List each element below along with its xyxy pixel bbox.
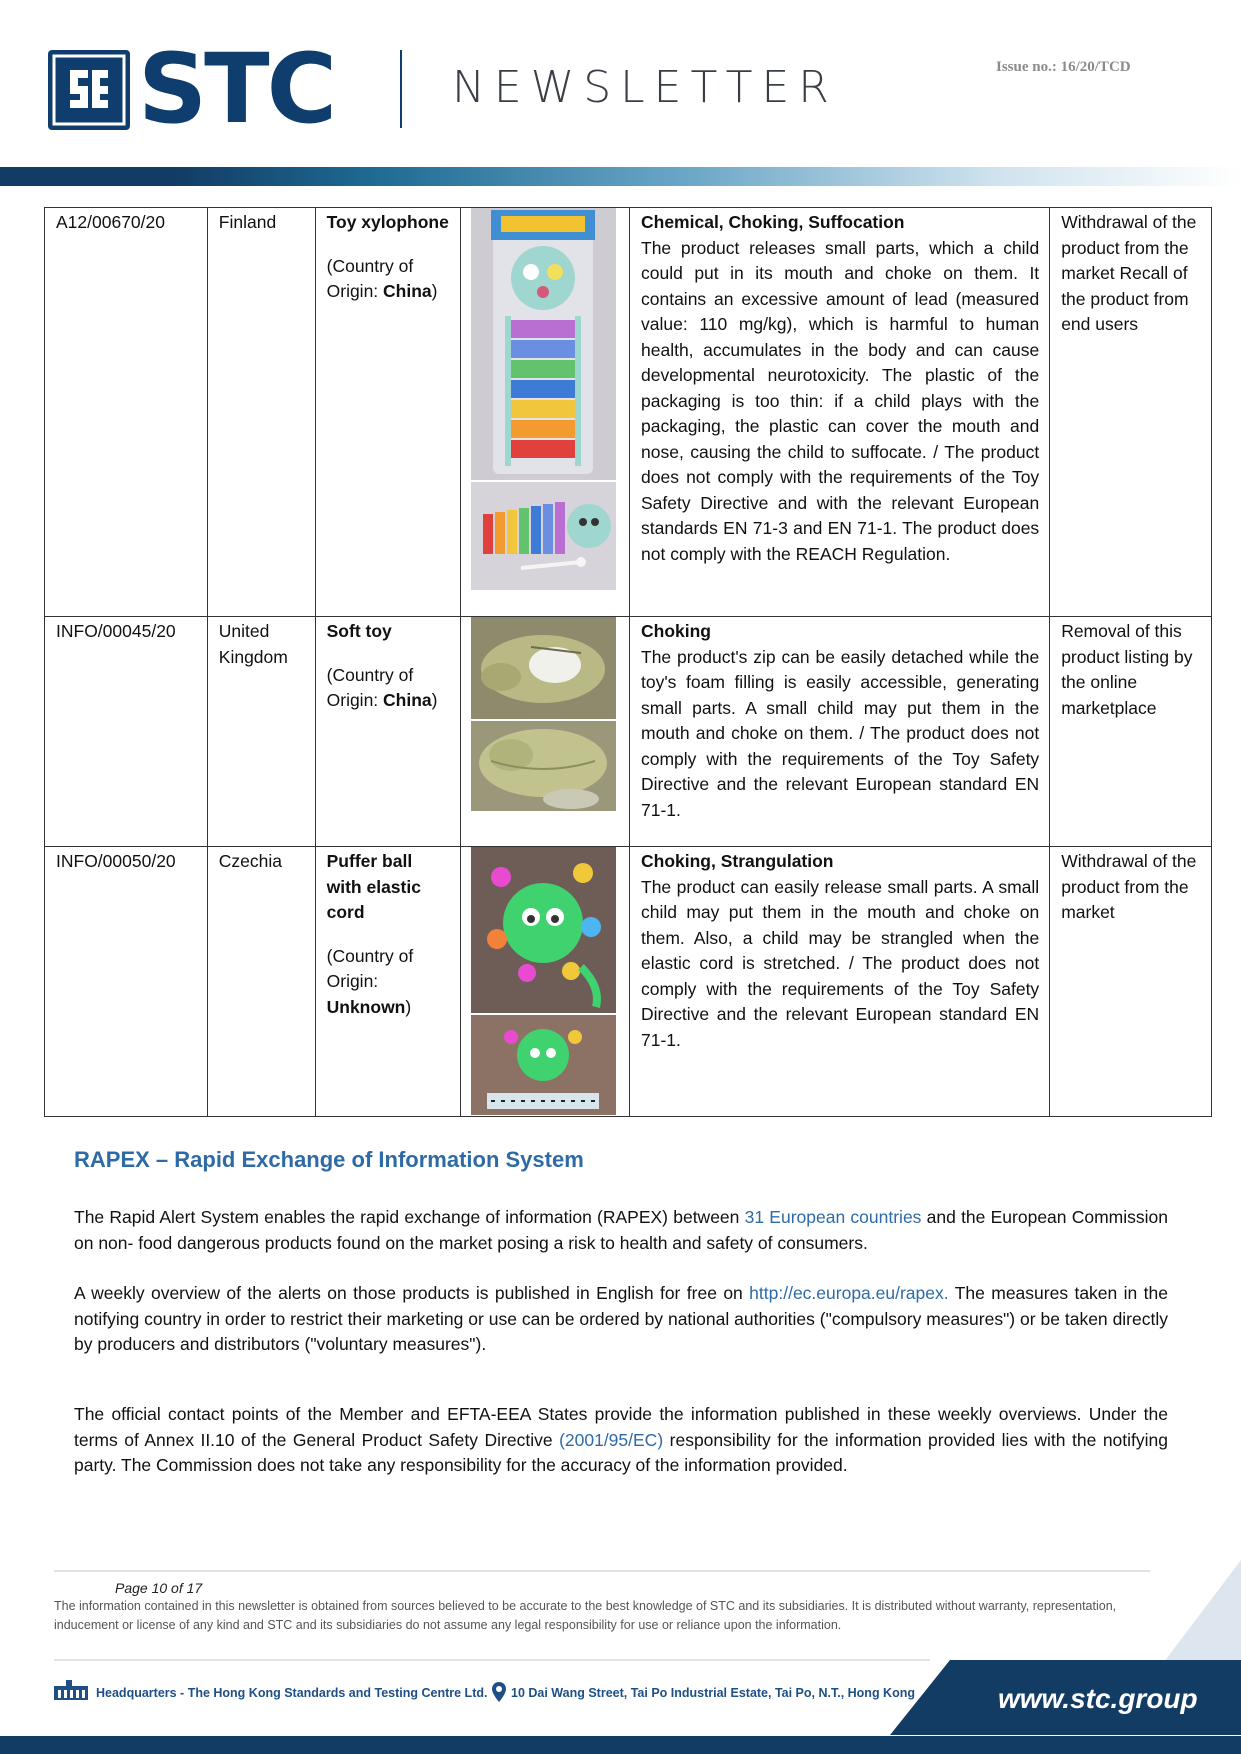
issue-number: Issue no.: 16/20/TCD bbox=[996, 59, 1131, 75]
origin-value: Unknown bbox=[326, 996, 406, 1017]
hazard-description-cell bbox=[630, 617, 1050, 847]
risk-type: Chemical, Choking, Suffocation bbox=[641, 212, 905, 232]
country-cell: United Kingdom bbox=[207, 617, 315, 847]
origin-value: China bbox=[383, 281, 432, 301]
measures-cell: Withdrawal of the product from the market Recall of the product from end users bbox=[1050, 208, 1212, 617]
product-photo bbox=[471, 1015, 616, 1115]
paragraph-text: The measures taken in the notifying country in order to restrict their marketing or use can be ordered by national authorities ("compulsory measures") or be taken directly by producers and distributors ("voluntary measures"). bbox=[74, 1283, 1168, 1354]
product-photo bbox=[471, 617, 616, 719]
product-photo bbox=[471, 847, 616, 1013]
origin-value: China bbox=[383, 690, 432, 710]
section-title: RAPEX – Rapid Exchange of Information System bbox=[74, 1147, 584, 1172]
paragraph-text: The official contact points of the Member and EFTA-EEA States provide the information published in these weekly overviews. Under the terms of Annex II.10 of the General Product Safety Directive bbox=[74, 1404, 1168, 1450]
page-number: Page 10 of 17 bbox=[115, 1580, 203, 1596]
product-photo bbox=[471, 482, 616, 590]
product-photo bbox=[471, 208, 616, 480]
footer-divider bbox=[54, 1659, 930, 1661]
paragraph-text: responsibility for the information provided lies with the notifying party. The Commission does not take any responsibility for the accuracy of the information provided. bbox=[74, 1429, 1168, 1475]
paragraph-text: and the European Commission on non- food dangerous products found on the market posing a risk to health and safety of consumers. bbox=[74, 1207, 1169, 1253]
hazard-description: The product's zip can be easily detached while the toy's foam filling is easily accessible, generating small parts. A small child may put them in the mouth and choke on them. / The product does not comply with the requirements of the Toy Safety Directive and the relevant European standard EN 71-1. bbox=[641, 646, 1040, 820]
headquarters-label: Headquarters - The Hong Kong Standards and Testing Centre Ltd. bbox=[96, 1686, 488, 1700]
product-cell bbox=[315, 847, 460, 1117]
country-cell: Czechia bbox=[207, 847, 315, 1117]
rapex-alerts-table bbox=[44, 207, 1212, 1117]
stc-logo bbox=[48, 33, 348, 145]
paragraph-2 bbox=[74, 1281, 1168, 1358]
paragraph-3 bbox=[74, 1402, 1168, 1479]
reference-cell: INFO/00045/20 bbox=[45, 617, 208, 847]
country-cell: Finland bbox=[207, 208, 315, 617]
location-pin-icon bbox=[492, 1682, 506, 1702]
hazard-description: The product can easily release small parts. A small child may put them in the mouth and choke on them. Also, a child may be strangled when the elastic cord is stretched. / The product does not comply with the requirements of the Toy Safety Directive and the relevant European standard EN 71-1. bbox=[641, 876, 1040, 1050]
hazard-description-cell bbox=[630, 208, 1050, 617]
paragraph-text: The Rapid Alert System enables the rapid exchange of information (RAPEX) between bbox=[74, 1207, 745, 1227]
origin-close: ) bbox=[431, 690, 438, 710]
product-name: Toy xylophone bbox=[326, 212, 449, 232]
photo-cell bbox=[461, 847, 630, 1117]
building-icon bbox=[52, 1680, 90, 1702]
table-row bbox=[45, 847, 1212, 1117]
origin-label: (Country of Origin: bbox=[326, 255, 414, 301]
photo-cell bbox=[461, 617, 630, 847]
rapex-url-link[interactable]: http://ec.europa.eu/rapex. bbox=[749, 1283, 949, 1303]
origin-label: (Country of Origin: bbox=[326, 945, 414, 991]
newsletter-title: NEWSLETTER bbox=[452, 62, 838, 113]
hazard-description: The product releases small parts, which a child could put in its mouth and choke on them. It contains an excessive amount of lead (measured value: 110 mg/kg), which is harmful to human health, accumulates in the body and can cause developmental neurotoxicity. The plastic of the packaging is too thin: if a child plays with the packaging, the plastic can cover the mouth and nose, causing the child to suffocate. / The product does not comply with the requirements of the Toy Safety Directive and with the relevant European standards EN 71-3 and EN 71-1. The product does not comply with the REACH Regulation. bbox=[641, 237, 1040, 564]
reference-cell: A12/00670/20 bbox=[45, 208, 208, 617]
header-divider bbox=[400, 50, 402, 128]
product-cell bbox=[315, 617, 460, 847]
address-text: 10 Dai Wang Street, Tai Po Industrial Estate, Tai Po, N.T., Hong Kong bbox=[511, 1686, 915, 1700]
product-cell bbox=[315, 208, 460, 617]
photo-cell bbox=[461, 208, 630, 617]
measures-cell: Withdrawal of the product from the market bbox=[1050, 847, 1212, 1117]
origin-close: ) bbox=[405, 996, 412, 1017]
origin-label: (Country of Origin: bbox=[326, 664, 414, 710]
risk-type: Choking bbox=[641, 621, 711, 641]
footer-bottom-bar bbox=[0, 1736, 1241, 1754]
reference-cell: INFO/00050/20 bbox=[45, 847, 208, 1117]
footer-divider bbox=[54, 1570, 1150, 1572]
stc-emblem-icon bbox=[48, 50, 130, 130]
product-photo bbox=[471, 721, 616, 811]
hazard-description-cell bbox=[630, 847, 1050, 1117]
risk-type: Choking, Strangulation bbox=[641, 851, 834, 871]
european-countries-link[interactable]: 31 European countries bbox=[744, 1207, 922, 1227]
paragraph-1 bbox=[74, 1205, 1168, 1256]
measures-cell: Removal of this product listing by the online marketplace bbox=[1050, 617, 1212, 847]
origin-close: ) bbox=[431, 281, 438, 301]
table-row bbox=[45, 208, 1212, 617]
table-row bbox=[45, 617, 1212, 847]
header-gradient-bar bbox=[0, 167, 1241, 186]
product-name: Puffer ball with elastic cord bbox=[326, 851, 421, 922]
logo-wordmark: STC bbox=[138, 33, 335, 145]
directive-link[interactable]: (2001/95/EC) bbox=[559, 1429, 664, 1450]
product-name: Soft toy bbox=[326, 621, 392, 641]
website-link[interactable]: www.stc.group bbox=[998, 1683, 1198, 1714]
disclaimer-text: The information contained in this newsletter is obtained from sources believed to be accurate to the best knowledge of STC and its subsidiaries. It is distributed without warranty, representation, inducement or license of any kind and STC and its subsidiaries do not assume any legal responsibility for use or reliance upon the information. bbox=[54, 1599, 1117, 1632]
paragraph-text: A weekly overview of the alerts on those products is published in English for free on bbox=[74, 1283, 750, 1303]
